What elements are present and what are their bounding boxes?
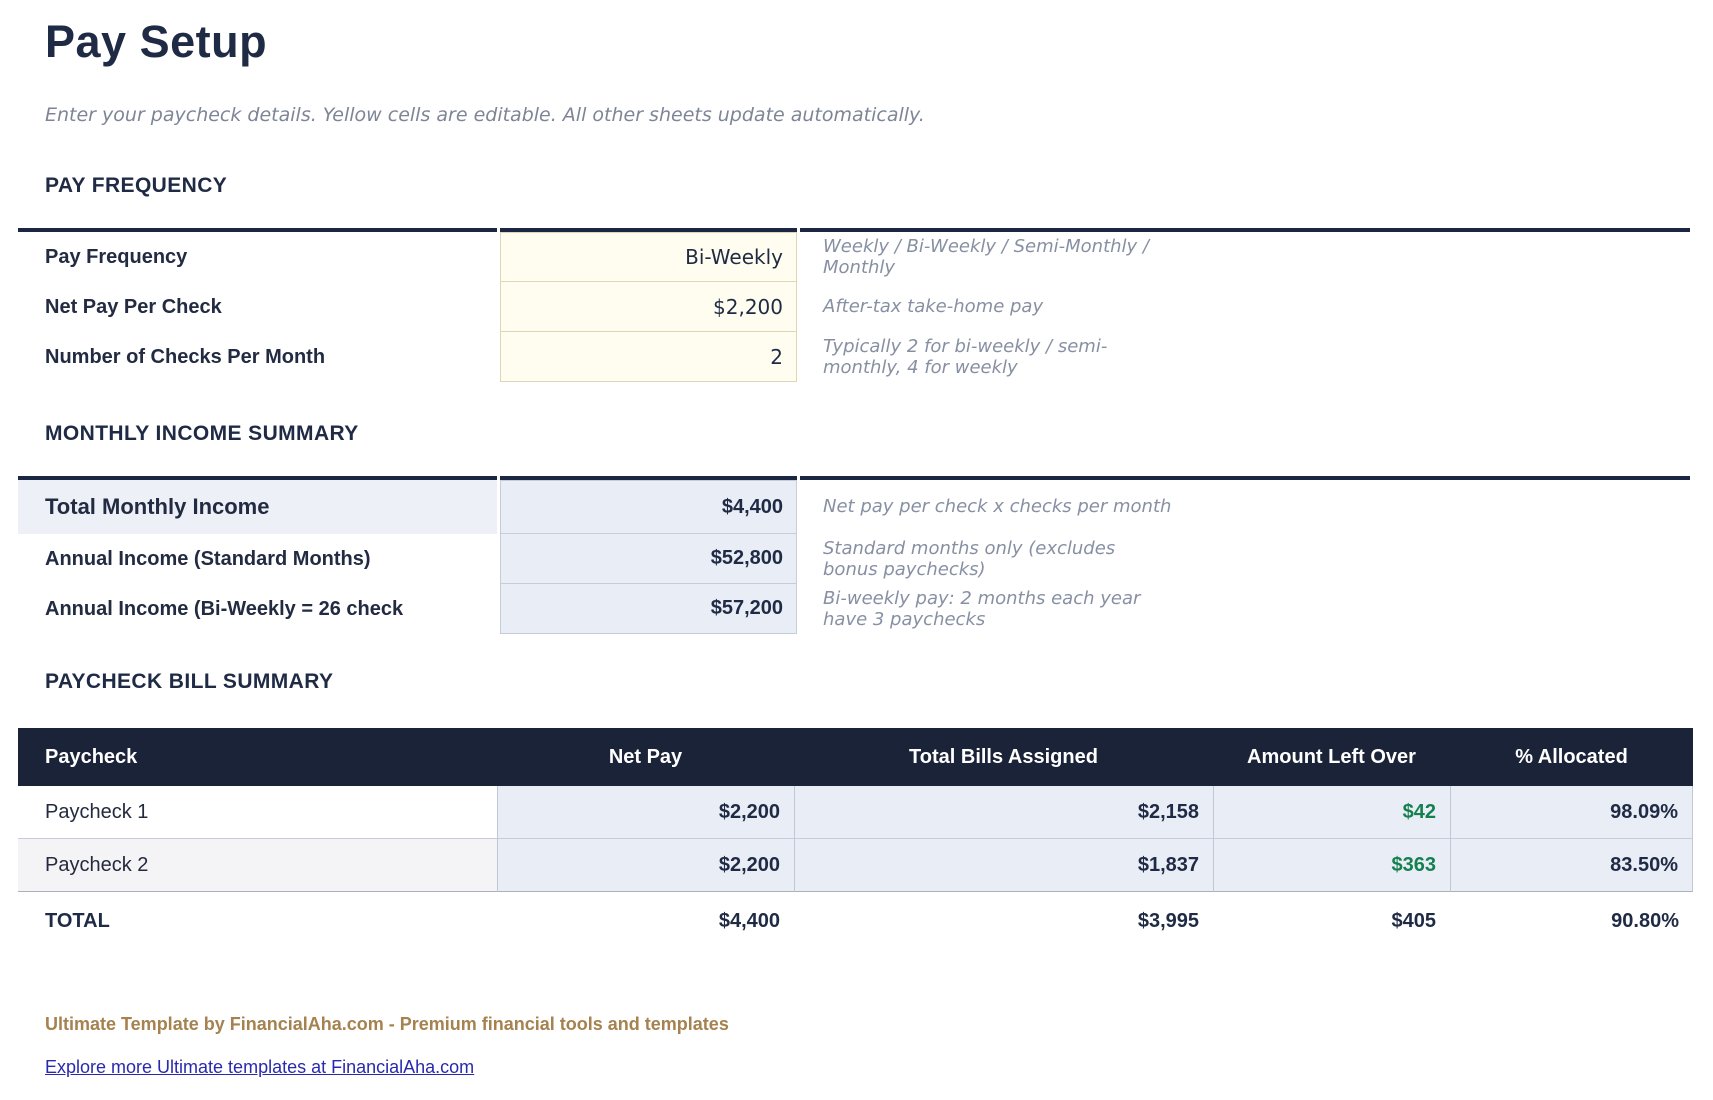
pay-frequency-label: Pay Frequency — [45, 245, 188, 268]
paycheck-2-net-pay: $2,200 — [497, 839, 794, 892]
checks-per-month-note — [800, 332, 1690, 382]
paycheck-bill-summary-table — [18, 728, 1713, 950]
paycheck-1-net-pay: $2,200 — [497, 786, 794, 839]
net-pay-per-check-input[interactable]: $2,200 — [500, 282, 797, 332]
page-title: Pay Setup — [45, 16, 268, 67]
total-monthly-income-label: Total Monthly Income — [18, 480, 497, 534]
annual-income-biweekly-label: Annual Income (Bi-Weekly = 26 check — [45, 597, 404, 620]
column-header-total-bills: Total Bills Assigned — [794, 728, 1213, 786]
annual-income-standard-label: Annual Income (Standard Months) — [45, 547, 371, 570]
section-heading-pay-frequency: PAY FREQUENCY — [45, 174, 228, 197]
note-text: Bi-weekly pay: 2 months each year have 3 paychecks — [823, 587, 1141, 630]
annual-income-standard-note — [800, 534, 1690, 584]
column-header-net-pay: Net Pay — [497, 728, 794, 786]
total-allocated: 90.80% — [1611, 909, 1679, 932]
checks-per-month-label: Number of Checks Per Month — [45, 345, 326, 368]
template-credit: Ultimate Template by FinancialAha.com - Premium financial tools and templates — [45, 1014, 729, 1034]
total-monthly-income-note — [800, 480, 1690, 534]
total-net-pay: $4,400 — [718, 909, 780, 932]
note-text: Standard months only (excludes bonus paychecks) — [823, 537, 1116, 580]
column-header-percent-allocated: % Allocated — [1450, 728, 1693, 786]
note-text: After-tax take-home pay — [823, 296, 1044, 318]
note-text: Typically 2 for bi-weekly / semi-monthly, 4 for weekly — [823, 335, 1108, 378]
paycheck-1-label: Paycheck 1 — [18, 786, 497, 839]
page-subtitle: Enter your paycheck details. Yellow cells are editable. All other sheets update automatically. — [45, 104, 925, 126]
paycheck-2-allocated: 83.50% — [1450, 839, 1693, 892]
section-heading-paycheck-bill-summary: PAYCHECK BILL SUMMARY — [45, 670, 334, 693]
paycheck-1-allocated: 98.09% — [1450, 786, 1693, 839]
note-text: Weekly / Bi-Weekly / Semi-Monthly / Monthly — [823, 235, 1149, 278]
annual-income-standard-value: $52,800 — [500, 534, 797, 584]
section-heading-monthly-income: MONTHLY INCOME SUMMARY — [45, 422, 359, 445]
pay-frequency-input[interactable]: Bi-Weekly — [500, 232, 797, 282]
total-bills: $3,995 — [1137, 909, 1199, 932]
total-left-over: $405 — [1391, 909, 1436, 932]
column-header-paycheck: Paycheck — [18, 728, 497, 786]
note-text: Net pay per check x checks per month — [823, 496, 1172, 518]
paycheck-1-total-bills: $2,158 — [794, 786, 1213, 839]
paycheck-2-left-over: $363 — [1213, 839, 1450, 892]
pay-setup-page — [0, 16, 1713, 1100]
paycheck-1-left-over: $42 — [1213, 786, 1450, 839]
explore-templates-link[interactable]: Explore more Ultimate templates at FinancialAha.com — [45, 1057, 475, 1077]
paycheck-2-label: Paycheck 2 — [18, 839, 497, 892]
annual-income-biweekly-note — [800, 584, 1690, 634]
total-monthly-income-value: $4,400 — [500, 480, 797, 534]
net-pay-per-check-label: Net Pay Per Check — [45, 295, 222, 318]
total-row-label: TOTAL — [45, 909, 110, 932]
net-pay-per-check-note — [800, 282, 1690, 332]
paycheck-2-total-bills: $1,837 — [794, 839, 1213, 892]
pay-frequency-note — [800, 232, 1690, 282]
annual-income-biweekly-value: $57,200 — [500, 584, 797, 634]
column-header-amount-left-over: Amount Left Over — [1213, 728, 1450, 786]
checks-per-month-input[interactable]: 2 — [500, 332, 797, 382]
monthly-income-table — [18, 476, 1713, 634]
pay-frequency-table — [18, 228, 1713, 382]
